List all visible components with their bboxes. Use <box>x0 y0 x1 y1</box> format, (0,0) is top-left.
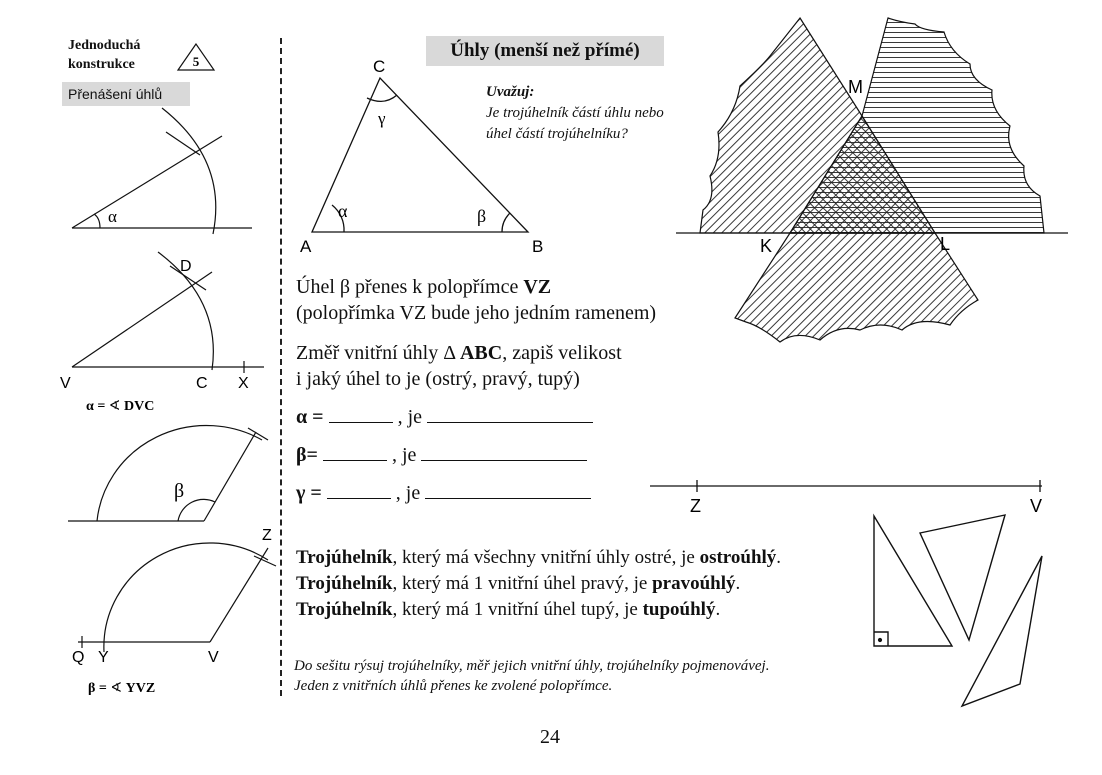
difficulty-badge <box>178 44 214 70</box>
task-transfer <box>296 274 656 326</box>
ray-label-V: V <box>1030 496 1043 516</box>
fig-angle-beta <box>68 425 268 521</box>
tri-label-C: C <box>373 57 386 76</box>
fig-angle-alpha <box>72 108 252 234</box>
consider-line-1: Je trojúhelník částí úhlu nebo <box>486 105 664 121</box>
header-line-1: Jednoduchá <box>68 38 141 53</box>
homework-note <box>294 656 769 696</box>
fig4-label-Q: Q <box>72 649 85 666</box>
fig2-label-X: X <box>238 375 249 392</box>
tri-label-B: B <box>532 237 544 256</box>
tri-label-A: A <box>300 237 312 256</box>
fig1-alpha-label: α <box>108 207 117 226</box>
fig4-label-V: V <box>208 649 219 666</box>
mountain-label-L: L <box>940 234 951 254</box>
page-title: Úhly (menší než přímé) <box>426 36 664 66</box>
fill-beta <box>296 442 587 468</box>
consider-line-2: úhel částí trojúhelníku? <box>486 126 628 142</box>
badge-number: 5 <box>192 54 200 69</box>
task1-note: (polopřímka VZ bude jeho jedním ramenem) <box>296 302 657 324</box>
definitions <box>296 545 781 623</box>
task2-text-end: , zapiš velikost <box>502 342 622 364</box>
definition-acute: Trojúhelník, který má všechny vnitřní úhly ostré, je ostroúhlý. <box>296 547 782 568</box>
fill-beta-sep: , je <box>391 444 417 466</box>
fill-beta-type[interactable] <box>421 444 587 461</box>
fig2-caption: α = ∢ DVC <box>86 399 155 414</box>
section-transfer-angles: Přenášení úhlů <box>62 82 190 106</box>
tri-alpha: α <box>338 201 348 221</box>
mountain-label-M: M <box>848 77 863 97</box>
fig2-label-V: V <box>60 375 71 392</box>
fill-beta-symbol: β= <box>296 444 318 466</box>
fig2-label-C: C <box>196 375 208 392</box>
tri-gamma: γ <box>378 109 386 128</box>
ray-zv <box>650 480 1042 492</box>
task-measure <box>296 340 622 392</box>
fig3-beta-label: β <box>174 480 185 502</box>
mountains-figure <box>676 18 1068 342</box>
task2-triangle: ABC <box>459 342 503 364</box>
task2-text: Změř vnitřní úhly Δ <box>296 342 455 364</box>
fig-transfer-alpha <box>72 252 264 373</box>
note-line-2: Jeden z vnitřních úhlů přenes ke zvolené polopřímce. <box>294 678 613 694</box>
fig4-label-Z: Z <box>262 527 272 544</box>
note-line-1: Do sešitu rýsuj trojúhelníky, měř jejich vnitřní úhly, trojúhelníky pojmenovávej. <box>294 658 770 674</box>
fill-beta-value[interactable] <box>323 444 387 461</box>
ray-label-Z: Z <box>690 496 701 516</box>
fill-gamma-symbol: γ = <box>296 482 322 504</box>
fig4-caption: β = ∢ YVZ <box>88 681 156 696</box>
fill-alpha-value[interactable] <box>329 406 393 423</box>
task1-ray: VZ <box>523 276 552 298</box>
fill-gamma-sep: , je <box>395 482 421 504</box>
consider-label: Uvažuj: <box>486 84 535 100</box>
page-number: 24 <box>540 726 560 748</box>
mountain-label-K: K <box>760 236 773 256</box>
fill-alpha-symbol: α = <box>296 406 324 428</box>
task1-text: Úhel β přenes k polopřímce <box>296 276 519 298</box>
fig-transfer-beta <box>78 543 276 652</box>
consider-block <box>486 82 664 145</box>
fig4-label-Y: Y <box>98 649 109 666</box>
definition-obtuse: Trojúhelník, který má 1 vnitřní úhel tupý, je tupoúhlý. <box>296 599 721 620</box>
fill-alpha <box>296 404 593 430</box>
header-line-2: konstrukce <box>68 57 135 72</box>
definition-right: Trojúhelník, který má 1 vnitřní úhel pravý, je pravoúhlý. <box>296 573 741 594</box>
fill-alpha-type[interactable] <box>427 406 593 423</box>
task2-note: i jaký úhel to je (ostrý, pravý, tupý) <box>296 368 580 390</box>
fill-gamma-value[interactable] <box>327 482 391 499</box>
fill-alpha-sep: , je <box>397 406 422 428</box>
tri-beta: β <box>477 206 487 226</box>
fig2-label-D: D <box>180 258 192 275</box>
fill-gamma <box>296 480 591 506</box>
triangle-types <box>874 515 1042 706</box>
fill-gamma-type[interactable] <box>425 482 591 499</box>
